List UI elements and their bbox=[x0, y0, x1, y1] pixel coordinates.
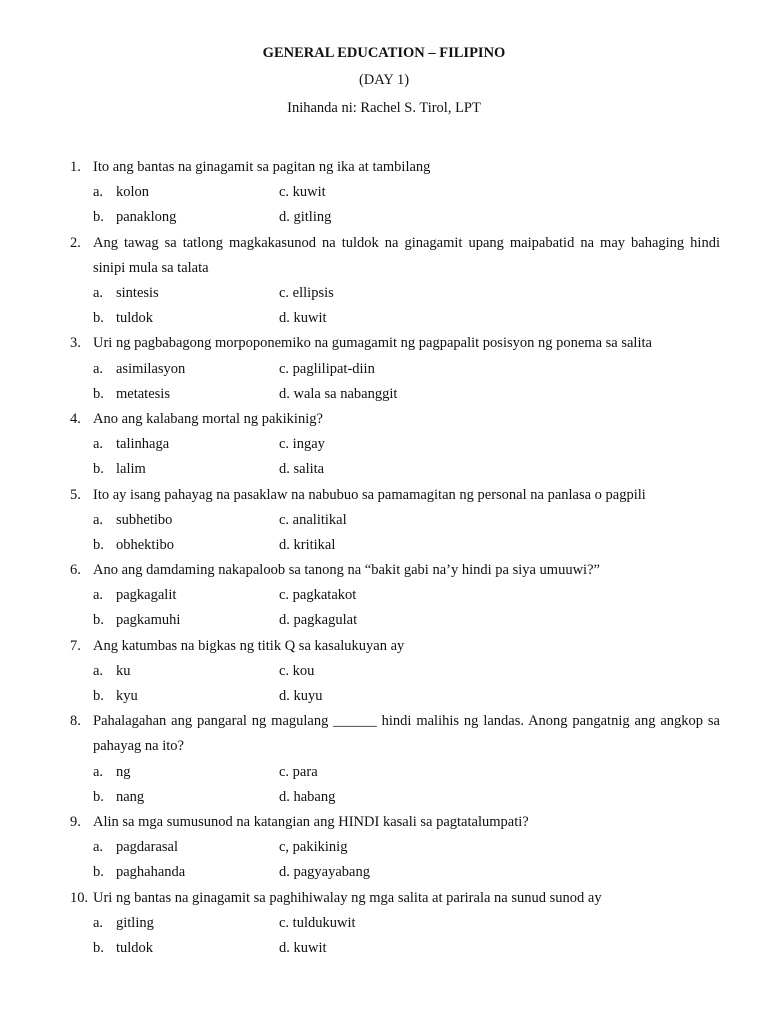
choice-letter: b. bbox=[93, 536, 104, 553]
choice-a: pagdarasal bbox=[116, 839, 178, 856]
choice-c: c. tuldukuwit bbox=[279, 914, 356, 931]
choice-c: c. analitikal bbox=[279, 511, 347, 528]
question-item bbox=[0, 634, 768, 710]
question-text: Uri ng pagbabagong morpoponemiko na gumagamit ng pagpapalit posisyon ng ponema sa salita bbox=[93, 335, 652, 352]
choice-d: d. kuwit bbox=[279, 310, 327, 327]
choice-row bbox=[0, 835, 768, 860]
choice-row bbox=[0, 860, 768, 885]
choice-row bbox=[0, 684, 768, 709]
choice-b: panaklong bbox=[116, 209, 177, 226]
choice-letter: a. bbox=[93, 839, 104, 856]
choice-c: c. kuwit bbox=[279, 184, 326, 201]
choice-letter: a. bbox=[93, 511, 104, 528]
choice-letter: b. bbox=[93, 788, 104, 805]
choice-letter: a. bbox=[93, 914, 104, 931]
question-item bbox=[0, 558, 768, 634]
question-text: Alin sa mga sumusunod na katangian ang HINDI kasali sa pagtatalumpati? bbox=[93, 814, 529, 831]
question-item bbox=[0, 483, 768, 559]
question-number: 7. bbox=[70, 637, 81, 654]
choice-row bbox=[0, 760, 768, 785]
question-text: Ito ay isang pahayag na pasaklaw na nabubuo sa pamamagitan ng personal na panlasa o pagpili bbox=[93, 486, 646, 503]
choice-a: ng bbox=[116, 763, 131, 780]
question-item bbox=[0, 155, 768, 231]
choice-c: c. kou bbox=[279, 662, 315, 679]
question-item bbox=[0, 331, 768, 407]
question-number: 5. bbox=[70, 486, 81, 503]
question-number: 3. bbox=[70, 335, 81, 352]
question-text: Uri ng bantas na ginagamit sa paghihiwalay ng mga salita at parirala na sunud sunod ay bbox=[93, 889, 602, 906]
choice-d: d. pagyayabang bbox=[279, 864, 370, 881]
choice-row bbox=[0, 306, 768, 331]
document-title: GENERAL EDUCATION – FILIPINO bbox=[262, 45, 506, 61]
choice-letter: b. bbox=[93, 209, 104, 226]
choice-letter: b. bbox=[93, 940, 104, 956]
choice-a: pagkagalit bbox=[116, 587, 177, 604]
choice-d: d. pagkagulat bbox=[279, 612, 358, 629]
choice-a: gitling bbox=[116, 914, 154, 931]
choice-a: kolon bbox=[116, 184, 150, 201]
choice-letter: a. bbox=[93, 184, 104, 201]
choice-a: asimilasyon bbox=[116, 360, 186, 377]
choice-d: d. salita bbox=[279, 461, 325, 478]
choice-letter: a. bbox=[93, 662, 104, 679]
choice-d: d. habang bbox=[279, 788, 336, 805]
choice-a: ku bbox=[116, 662, 131, 679]
choice-b: obhektibo bbox=[116, 536, 174, 553]
question-item bbox=[0, 231, 768, 332]
choice-letter: b. bbox=[93, 688, 104, 705]
choice-b: tuldok bbox=[116, 310, 154, 327]
choice-row bbox=[0, 457, 768, 482]
question-number: 10. bbox=[70, 889, 89, 906]
choice-letter: a. bbox=[93, 360, 104, 377]
question-number: 8. bbox=[70, 713, 81, 730]
choice-row bbox=[0, 785, 768, 810]
choice-letter: b. bbox=[93, 612, 104, 629]
choice-c: c, pakikinig bbox=[279, 839, 348, 856]
choice-row bbox=[0, 357, 768, 382]
choice-letter: b. bbox=[93, 461, 104, 478]
choice-letter: b. bbox=[93, 864, 104, 881]
choice-c: c. ellipsis bbox=[279, 284, 334, 301]
choice-row bbox=[0, 608, 768, 633]
question-text: Pahalagahan ang pangaral ng magulang ______ hindi malihis ng landas. Anong pangatnig ang angkop sa pahayag na ito? bbox=[93, 713, 720, 755]
choice-row bbox=[0, 583, 768, 608]
choice-row bbox=[0, 533, 768, 558]
question-number: 4. bbox=[70, 410, 81, 427]
choice-c: c. pagkatakot bbox=[279, 587, 357, 604]
choice-c: c. paglilipat-diin bbox=[279, 360, 375, 377]
question-item bbox=[0, 886, 768, 962]
choice-a: sintesis bbox=[116, 284, 159, 301]
choice-row bbox=[0, 936, 768, 961]
choice-d: d. wala sa nabanggit bbox=[279, 385, 398, 402]
question-number: 2. bbox=[70, 234, 81, 251]
choice-row bbox=[0, 180, 768, 205]
choice-c: c. ingay bbox=[279, 436, 325, 453]
choice-b: kyu bbox=[116, 688, 138, 705]
question-text: Ano ang damdaming nakapaloob sa tanong na “bakit gabi na’y hindi pa siya umuuwi?” bbox=[93, 562, 600, 579]
choice-c: c. para bbox=[279, 763, 318, 780]
choice-row bbox=[0, 432, 768, 457]
question-item bbox=[0, 810, 768, 886]
day-label: (DAY 1) bbox=[358, 72, 410, 88]
choice-b: lalim bbox=[116, 461, 146, 478]
choice-row bbox=[0, 508, 768, 533]
question-text: Ano ang kalabang mortal ng pakikinig? bbox=[93, 410, 323, 427]
choice-d: d. kuyu bbox=[279, 688, 323, 705]
choice-a: talinhaga bbox=[116, 436, 170, 453]
choice-a: subhetibo bbox=[116, 511, 173, 528]
prepared-by: Inihanda ni: Rachel S. Tirol, LPT bbox=[287, 100, 481, 116]
choice-letter: a. bbox=[93, 763, 104, 780]
choice-row bbox=[0, 911, 768, 936]
question-number: 6. bbox=[70, 562, 81, 579]
choice-d: d. kuwit bbox=[279, 940, 327, 956]
choice-letter: a. bbox=[93, 587, 104, 604]
choice-letter: a. bbox=[93, 436, 104, 453]
question-text: Ang tawag sa tatlong magkakasunod na tuldok na ginagamit upang maipabatid na may bahaging hindi sinipi mula sa talata bbox=[93, 234, 720, 276]
choice-b: paghahanda bbox=[116, 864, 186, 881]
choice-b: tuldok bbox=[116, 940, 154, 956]
question-number: 1. bbox=[70, 159, 81, 175]
question-text: Ang katumbas na bigkas ng titik Q sa kasalukuyan ay bbox=[93, 637, 405, 654]
choice-row bbox=[0, 382, 768, 407]
choice-row bbox=[0, 659, 768, 684]
choice-d: d. kritikal bbox=[279, 536, 336, 553]
question-item bbox=[0, 407, 768, 483]
question-list bbox=[0, 155, 768, 961]
question-text: Ito ang bantas na ginagamit sa pagitan ng ika at tambilang bbox=[93, 159, 431, 175]
choice-letter: b. bbox=[93, 385, 104, 402]
choice-row bbox=[0, 205, 768, 230]
choice-b: metatesis bbox=[116, 385, 170, 402]
choice-row bbox=[0, 281, 768, 306]
choice-letter: b. bbox=[93, 310, 104, 327]
choice-d: d. gitling bbox=[279, 209, 332, 226]
choice-b: nang bbox=[116, 788, 145, 805]
choice-letter: a. bbox=[93, 284, 104, 301]
choice-b: pagkamuhi bbox=[116, 612, 181, 629]
question-number: 9. bbox=[70, 814, 81, 831]
question-item bbox=[0, 709, 768, 810]
